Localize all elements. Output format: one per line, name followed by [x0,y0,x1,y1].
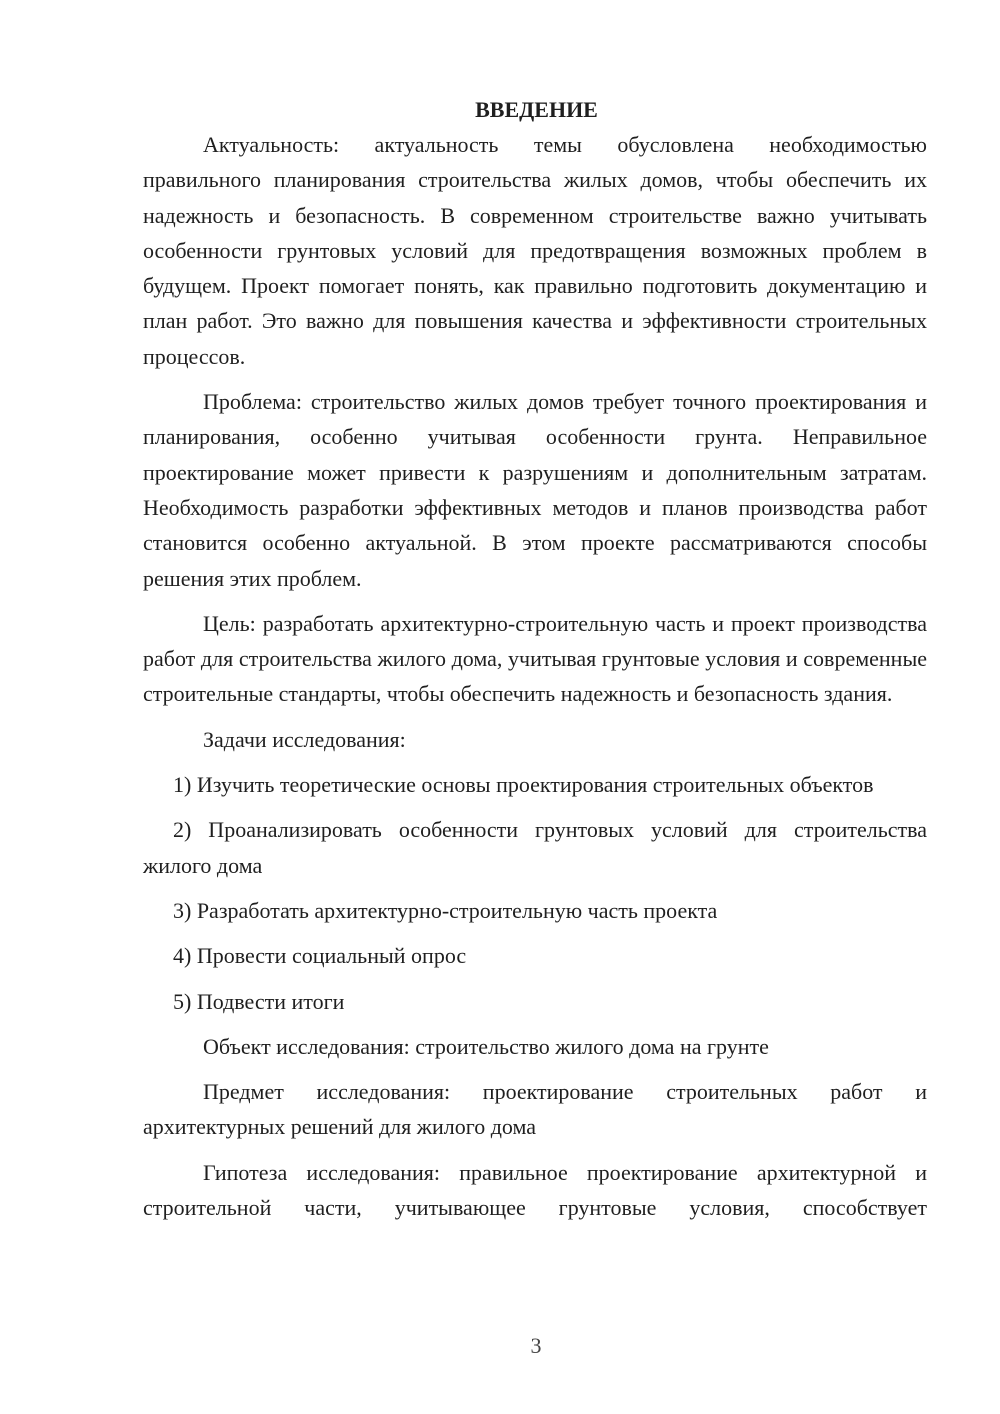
task-item-1: 1) Изучить теоретические основы проектирования строительных объектов [173,772,874,798]
page-number: 3 [530,1333,542,1358]
tasks-heading: Задачи исследования: [203,726,406,752]
task-item-4: 4) Провести социальный опрос [173,943,467,969]
subject-paragraph: Предмет исследования: проектирование строительных работ и архитектурных решений для жилого дома [143,1079,927,1140]
task-item-2: 2) Проанализировать особенности грунтовых условий для строительства жилого дома [143,817,927,878]
task-item-5: 5) Подвести итоги [173,988,345,1014]
relevance-paragraph: Актуальность: актуальность темы обусловлена необходимостью правильного планирования строительства жилых домов, чтобы обеспечить их надежность и безопасность. В современном строительстве важно учитывать особенности грунтовых условий для предотвращения возможных проблем в будущем. Проект помогает понять, как правильно подготовить документацию и план работ. Это важно для повышения качества и эффективности строительных процессов. [143,132,927,369]
problem-paragraph: Проблема: строительство жилых домов требует точного проектирования и планирования, особенно учитывая особенности грунта. Неправильное проектирование может привести к разрушениям и дополнительным затратам. Необходимость разработки эффективных методов и планов производства работ становится особенно актуальной. В этом проекте рассматриваются способы решения этих проблем. [143,389,927,591]
page-title: ВВЕДЕНИЕ [475,97,598,122]
task-item-3: 3) Разработать архитектурно-строительную часть проекта [173,897,718,923]
goal-paragraph: Цель: разработать архитектурно-строительную часть и проект производства работ для строительства жилого дома, учитывая грунтовые условия и современные строительные стандарты, чтобы обеспечить надежность и безопасность здания. [143,610,927,707]
hypothesis-paragraph: Гипотеза исследования: правильное проектирование архитектурной и строительной части, учитывающее грунтовые условия, способствует [143,1159,927,1221]
object-paragraph: Объект исследования: строительство жилого дома на грунте [203,1033,769,1059]
document-page [143,92,927,1225]
